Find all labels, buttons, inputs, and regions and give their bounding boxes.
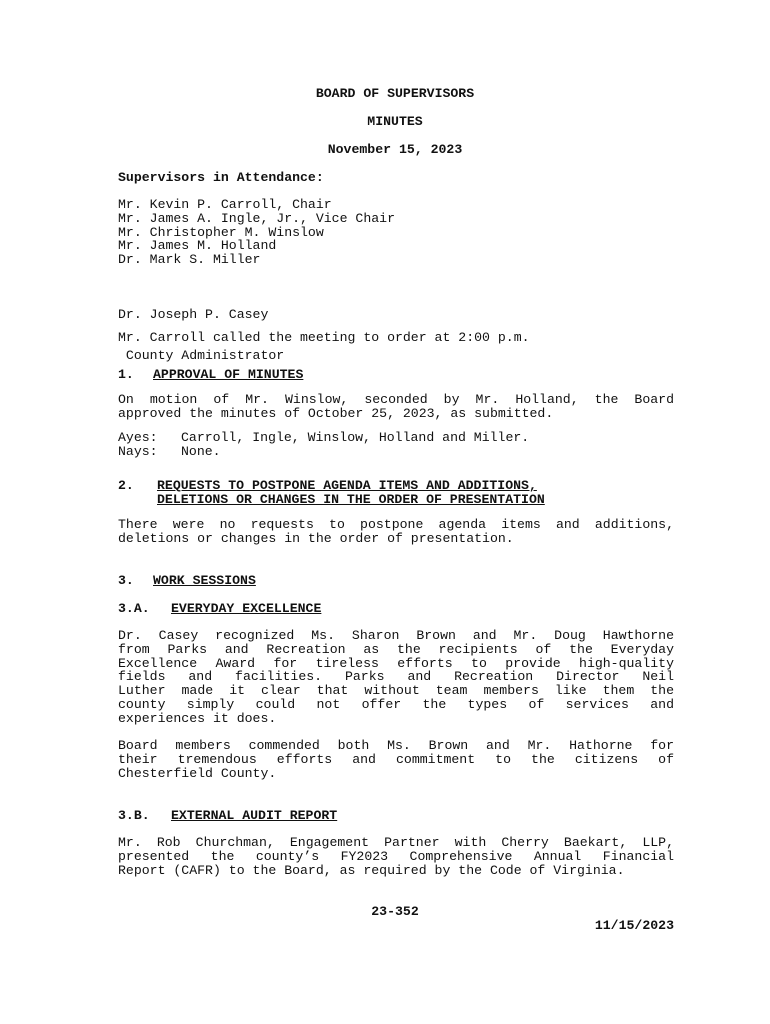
attendee: Mr. James A. Ingle, Jr., Vice Chair	[118, 210, 395, 226]
attendance-heading: Supervisors in Attendance:	[118, 170, 324, 185]
paragraph-line: Dr. Casey recognized Ms. Sharon Brown and Mr. Doug Hawthorne	[118, 628, 674, 643]
section-title-line: REQUESTS TO POSTPONE AGENDA ITEMS AND ADDITIONS,	[157, 478, 537, 493]
section-3-heading	[118, 573, 256, 588]
paragraph-line: On motion of Mr. Winslow, seconded by Mr. Holland, the Board	[118, 392, 674, 407]
attendee: Dr. Mark S. Miller	[118, 252, 261, 268]
paragraph-line: presented the county’s FY2023 Comprehensive Annual Financial	[118, 848, 674, 864]
section-3b-heading	[118, 808, 337, 823]
nays-value: None.	[181, 443, 221, 459]
section-title-line: DELETIONS OR CHANGES IN THE ORDER OF PRESENTATION	[157, 491, 545, 507]
page-number: 23-352	[371, 904, 419, 919]
paragraph-line: Board members commended both Ms. Brown and Mr. Hathorne for	[118, 738, 674, 753]
section-number: 2.	[118, 478, 134, 493]
paragraph-line: experiences it does.	[118, 710, 277, 726]
section-number: 3.A.	[118, 601, 150, 616]
attendance-list	[118, 198, 395, 267]
call-to-order: Mr. Carroll called the meeting to order at 2:00 p.m.	[118, 330, 530, 345]
meeting-date: November 15, 2023	[327, 142, 463, 157]
section-3a-paragraph-2	[118, 739, 674, 780]
section-1-paragraph	[118, 393, 674, 421]
doc-type-heading: MINUTES	[367, 114, 423, 129]
section-3b-paragraph	[118, 836, 674, 877]
section-number: 3.B.	[118, 808, 150, 823]
section-title: APPROVAL OF MINUTES	[153, 367, 304, 382]
attendee: Mr. Kevin P. Carroll, Chair	[118, 197, 332, 212]
section-title: WORK SESSIONS	[153, 573, 256, 588]
section-3a-paragraph-1	[118, 629, 674, 726]
ayes-label: Ayes:	[118, 430, 158, 445]
paragraph-line: There were no requests to postpone agenda items and additions,	[118, 517, 674, 532]
paragraph-line: deletions or changes in the order of presentation.	[118, 530, 514, 546]
footer-date: 11/15/2023	[594, 918, 674, 933]
org-heading: BOARD OF SUPERVISORS	[315, 86, 475, 101]
paragraph-line: Mr. Rob Churchman, Engagement Partner with Cherry Baekart, LLP,	[118, 835, 674, 850]
paragraph-line: from Parks and Recreation as the recipients of the Everyday	[118, 641, 674, 657]
section-2-paragraph	[118, 518, 674, 546]
section-number: 3.	[118, 573, 134, 588]
ayes-value: Carroll, Ingle, Winslow, Holland and Miller.	[181, 430, 530, 445]
paragraph-line: Luther made it clear that without team members like them the	[118, 683, 674, 699]
paragraph-line: their tremendous efforts and commitment to the citizens of	[118, 751, 674, 767]
section-2-heading	[118, 479, 545, 507]
administrator-title: County Administrator	[118, 347, 285, 363]
section-title: EVERYDAY EXCELLENCE	[171, 601, 322, 616]
paragraph-line: Excellence Award for tireless efforts to provide high-quality	[118, 655, 674, 671]
section-title: EXTERNAL AUDIT REPORT	[171, 808, 338, 823]
paragraph-line: Report (CAFR) to the Board, as required by the Code of Virginia.	[118, 862, 625, 878]
section-3a-heading	[118, 601, 321, 616]
attendee: Mr. James M. Holland	[118, 238, 277, 254]
paragraph-line: county simply could not offer the types of services and	[118, 696, 674, 712]
section-1-heading	[118, 367, 303, 382]
paragraph-line: fields and facilities. Parks and Recreation Director Neil	[118, 669, 674, 685]
paragraph-line: Chesterfield County.	[118, 765, 277, 781]
vote-record	[118, 431, 529, 459]
section-number: 1.	[118, 367, 134, 382]
nays-label: Nays:	[118, 443, 158, 459]
attendee: Mr. Christopher M. Winslow	[118, 224, 324, 240]
paragraph-line: approved the minutes of October 25, 2023, as submitted.	[118, 405, 554, 421]
administrator-name: Dr. Joseph P. Casey	[118, 306, 269, 322]
